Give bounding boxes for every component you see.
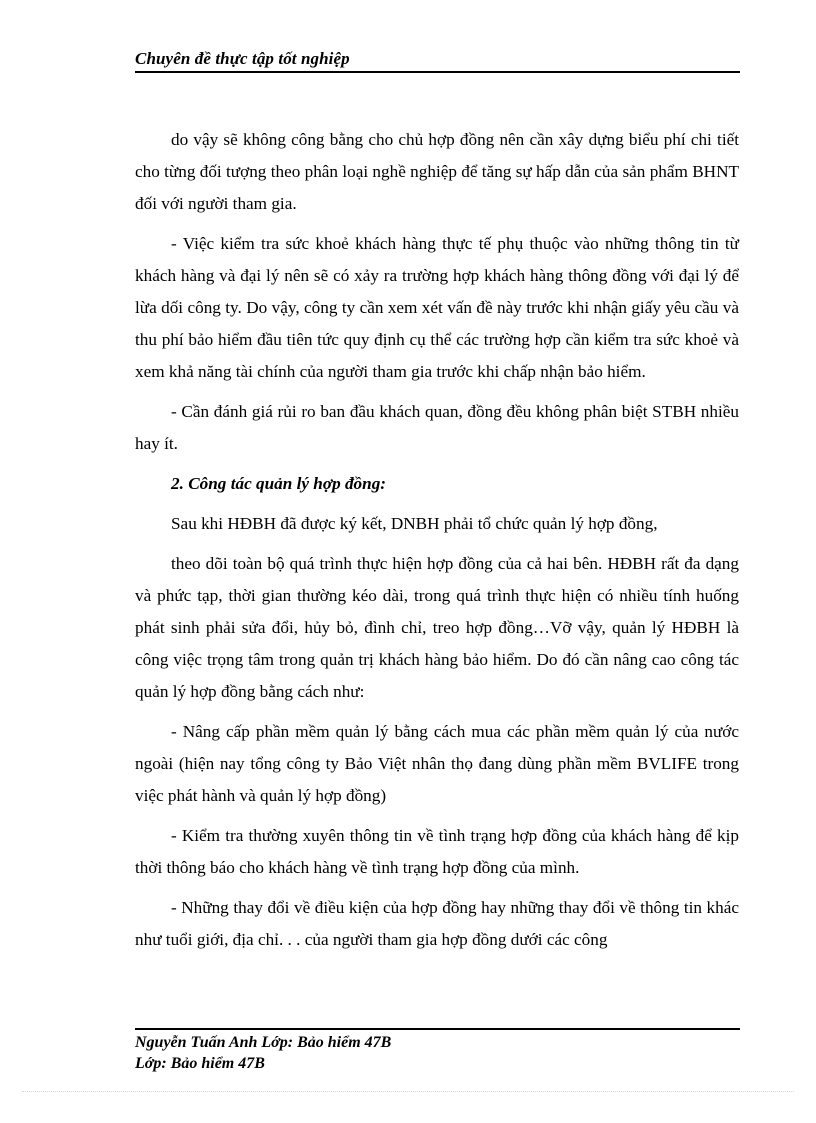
header-rule bbox=[135, 71, 740, 73]
footer-rule bbox=[135, 1028, 740, 1030]
paragraph-5: theo dõi toàn bộ quá trình thực hiện hợp đồng của cả hai bên. HĐBH rất đa dạng và phức tạp, thời gian thường kéo dài, trong quá trình thực hiện có nhiều tính huống phát sinh phải sửa đổi, hủy bỏ, đình chỉ, treo hợp đồng…Vỡ vậy, quản lý HĐBH là công việc trọng tâm trong quản trị khách hàng bảo hiểm. Do đó cần nâng cao công tác quản lý hợp đồng bằng cách như: bbox=[135, 554, 739, 701]
paragraph-4: Sau khi HĐBH đã được ký kết, DNBH phải tổ chức quản lý hợp đồng, bbox=[171, 514, 658, 533]
section-heading: 2. Công tác quản lý hợp đồng: bbox=[171, 474, 387, 493]
body-text bbox=[135, 124, 739, 964]
header-title: Chuyên đề thực tập tốt nghiệp bbox=[135, 49, 350, 68]
footer-class: Lớp: Bảo hiểm 47B bbox=[135, 1055, 265, 1072]
paragraph-8: - Những thay đổi về điều kiện của hợp đồng hay những thay đổi về thông tin khác như tuổi giới, địa chỉ. . . của người tham gia hợp đồng dưới các công bbox=[135, 898, 739, 949]
paragraph-6: - Nâng cấp phần mềm quản lý bằng cách mua các phần mềm quản lý của nước ngoài (hiện nay tổng công ty Bảo Việt nhân thọ đang dùng phần mềm BVLIFE trong việc phát hành và quản lý hợp đồng) bbox=[135, 722, 739, 805]
page-bottom-edge bbox=[22, 1091, 794, 1092]
paragraph-3: - Cần đánh giá rủi ro ban đầu khách quan, đồng đều không phân biệt STBH nhiều hay ít. bbox=[135, 402, 739, 453]
paragraph-1: do vậy sẽ không công bằng cho chủ hợp đồng nên cần xây dựng biểu phí chi tiết cho từng đối tượng theo phân loại nghề nghiệp để tăng sự hấp dẫn của sản phẩm BHNT đối với người tham gia. bbox=[135, 130, 739, 213]
footer-author: Nguyễn Tuấn Anh Lớp: Bảo hiểm 47B bbox=[135, 1034, 392, 1051]
paragraph-2: - Việc kiểm tra sức khoẻ khách hàng thực tế phụ thuộc vào những thông tin từ khách hàng và đại lý nên sẽ có xảy ra trường hợp khách hàng thông đồng với đại lý để lừa dối công ty. Do vậy, công ty cần xem xét vấn đề này trước khi nhận giấy yêu cầu và thu phí bảo hiểm đầu tiên tức quy định cụ thể các trường hợp cần kiểm tra sức khoẻ và xem khả năng tài chính của người tham gia trước khi chấp nhận bảo hiểm. bbox=[135, 234, 739, 381]
paragraph-7: - Kiểm tra thường xuyên thông tin về tình trạng hợp đồng của khách hàng để kịp thời thông báo cho khách hàng về tình trạng hợp đồng của mình. bbox=[135, 826, 739, 877]
